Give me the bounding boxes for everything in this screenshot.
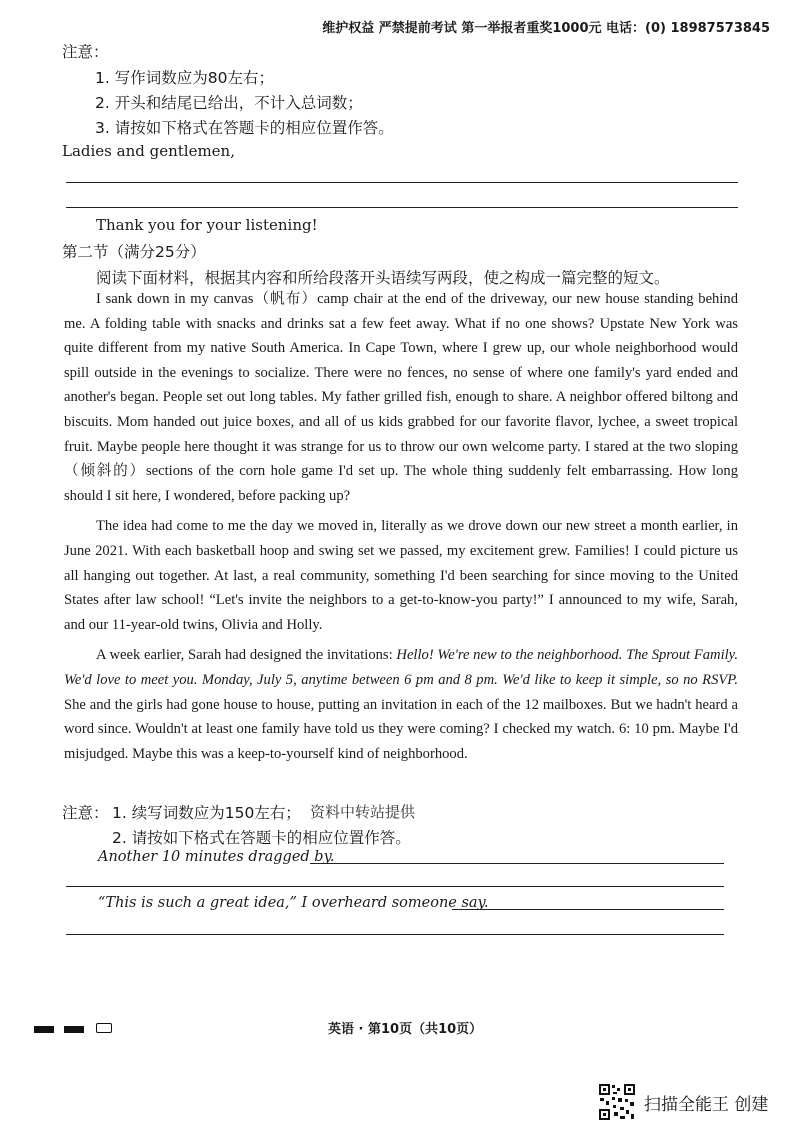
notes-title: 注意： (62, 43, 109, 61)
passage-paragraph-3 (64, 643, 738, 766)
note-item-2: 2. 开头和结尾已给出，不计入总词数； (95, 94, 363, 112)
notes-title-2: 注意： (62, 804, 109, 822)
qr-code-icon (598, 1083, 636, 1121)
letter-opening: Ladies and gentlemen, (62, 142, 235, 160)
note-item-3: 3. 请按如下格式在答题卡的相应位置作答。 (95, 119, 394, 137)
writing-line (66, 934, 724, 935)
exam-notice-header: 维护权益 严禁提前考试 第一举报者重奖1000元 电话：(0) 18987573845 (322, 21, 770, 36)
writing-line (66, 207, 738, 208)
invitation-text: Hello! We're new to the neighborhood. The Sprout Family. We'd love to meet you. Monday, July 5, anytime between 6 pm and 8 pm. We'd like to keep it simple, so no RSVP. (64, 647, 738, 688)
writing-line (452, 909, 724, 910)
continuation-prompt-2: “This is such a great idea,” I overheard someone say. (98, 895, 489, 911)
scanner-watermark: 扫描全能王 创建 (644, 1095, 769, 1115)
writing-line (66, 182, 738, 183)
footer-mark (64, 1026, 84, 1033)
watermark-text: 资料中转站提供 (310, 803, 416, 821)
section-title: 第二节（满分25分） (62, 243, 206, 261)
footer-mark-outline (96, 1023, 112, 1033)
continuation-prompt-1: Another 10 minutes dragged by. (98, 849, 335, 865)
note-item-1: 1. 写作词数应为80左右； (95, 69, 274, 87)
paragraph-3-end: She and the girls had gone house to house, putting an invitation in each of the 12 mailboxes. But we hadn't heard a word since. Wouldn't at least one family have told us they were coming? I checked my watch. 6: 10 pm. Maybe I'd misjudged. Maybe this was a keep-to-yourself kind of neighborhood. (64, 696, 738, 762)
note2-item-1: 1. 续写词数应为150左右； (112, 804, 301, 822)
paragraph-3-start: A week earlier, Sarah had designed the invitations: (96, 647, 397, 664)
section-instruction: 阅读下面材料，根据其内容和所给段落开头语续写两段，使之构成一篇完整的短文。 (96, 269, 670, 287)
writing-line (310, 863, 724, 864)
writing-line (66, 886, 724, 887)
page-number: 英语 · 第10页（共10页） (328, 1022, 483, 1037)
note2-item-2: 2. 请按如下格式在答题卡的相应位置作答。 (112, 829, 411, 847)
reading-passage (64, 287, 738, 766)
footer-mark (34, 1026, 54, 1033)
letter-closing: Thank you for your listening! (96, 216, 318, 234)
passage-paragraph-1: I sank down in my canvas（帆布）camp chair at the end of the driveway, our new house standing behind me. A folding table with snacks and drinks sat a few feet away. What if no one shows? Upstate New York was quite different from my native South America. In Cape Town, where I grew up, our whole neighborhood would spill outside in the evenings to socialize. There were no fences, no sense of where one family's yard ended and another's began. People set out long tables. My father grilled fish, enough to share. A neighbor offered biltong and biscuits. Mom handed out juice boxes, and all of us kids grabbed for our favorite flavor, lychee, a sweet tropical fruit. Maybe people here thought it was strange for us to throw our own welcome party. I stared at the two sloping（倾斜的）sections of the corn hole game I'd set up. The whole thing suddenly felt embarrassing. How long should I sit here, I wondered, before packing up? (64, 291, 738, 504)
passage-paragraph-2: The idea had come to me the day we moved in, literally as we drove down our new street a month earlier, in June 2021. With each basketball hoop and swing set we passed, my excitement grew. Families! I could picture us all hanging out together. At last, a real community, something I'd been searching for since moving to the United States after law school! “Let's invite the neighbors to a get-to-know-you party!” I announced to my wife, Sarah, and our 11-year-old twins, Olivia and Holly. (64, 518, 738, 633)
